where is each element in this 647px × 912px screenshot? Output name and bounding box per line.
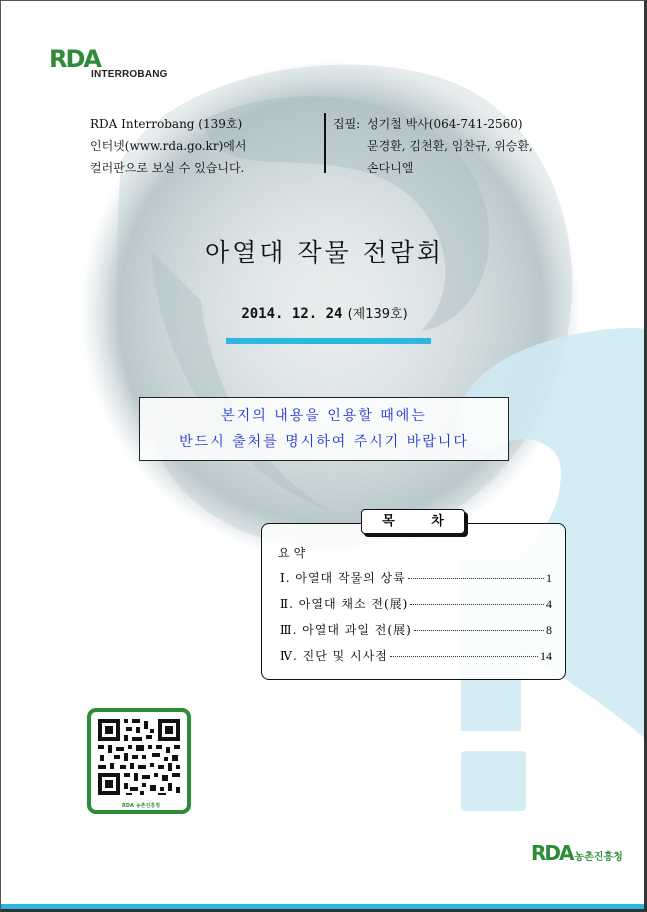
toc-leader-dots [414, 630, 544, 631]
toc-item-page: 1 [546, 571, 552, 585]
toc-leader-dots [408, 578, 544, 579]
qr-code-frame[interactable] [87, 708, 191, 814]
authors-label: 집필: [333, 117, 361, 131]
footer-accent-bar [1, 904, 647, 909]
authors-info [333, 113, 533, 179]
toc-item[interactable] [280, 595, 552, 621]
toc-leader-dots [390, 656, 538, 657]
toc-item-page: 14 [540, 649, 552, 663]
citation-notice [139, 397, 509, 461]
document-title: 아열대 작물 전람회 [204, 238, 445, 267]
toc-item-page: 8 [546, 623, 552, 637]
publication-url-note: 인터넷(www.rda.go.kr)에서 [90, 139, 247, 153]
info-divider [324, 113, 326, 173]
toc-item-page: 4 [546, 597, 552, 611]
co-authors-line2: 손다니엘 [367, 161, 414, 175]
co-authors-line1: 문경환, 김천환, 임찬규, 위승환, [367, 139, 533, 153]
qr-logo-kr: 농촌진흥청 [135, 803, 161, 809]
question-mark-dot [461, 751, 526, 811]
citation-notice-line2: 반드시 출처를 명시하여 주시기 바랍니다 [179, 434, 469, 450]
rda-interrobang-logo [49, 45, 179, 85]
table-of-contents [261, 523, 566, 680]
toc-leader-dots [410, 604, 544, 605]
issue-number: (제139호) [347, 307, 408, 322]
toc-item-label: Ⅱ. 아열대 채소 전(展) [280, 597, 409, 611]
toc-list [280, 569, 552, 673]
qr-rda-logo [120, 800, 160, 809]
toc-item[interactable] [280, 647, 552, 673]
citation-notice-line1: 본지의 내용을 인용할 때에는 [221, 408, 427, 424]
rda-logo-letters: RDA [49, 45, 100, 73]
rda-agency-logo-name: 농촌진흥청 [574, 852, 623, 863]
publication-issue: RDA Interrobang (139호) [90, 117, 243, 131]
date-value: 2014. 12. 24 [241, 306, 343, 322]
toc-item[interactable] [280, 621, 552, 647]
toc-heading: 목 차 [361, 509, 465, 534]
publication-info [90, 113, 246, 179]
qr-logo-letters: RDA [122, 803, 134, 809]
interrobang-logo-text: INTERROBANG [91, 69, 168, 80]
lead-author: 성기철 박사(064-741-2560) [367, 117, 523, 131]
publication-color-note: 컬러판으로 보실 수 있습니다. [90, 161, 245, 175]
publication-date [1, 303, 647, 322]
toc-item-label: Ⅳ. 진단 및 시사점 [280, 649, 388, 663]
toc-item-label: Ⅲ. 아열대 과일 전(展) [280, 623, 412, 637]
rda-agency-logo [531, 841, 623, 865]
qr-code-icon [96, 717, 182, 797]
toc-summary[interactable]: 요약 [278, 546, 310, 560]
rda-agency-logo-letters: RDA [531, 841, 573, 865]
toc-item-label: Ⅰ. 아열대 작물의 상륙 [280, 571, 406, 585]
title-underline-bar [226, 338, 431, 344]
toc-item[interactable] [280, 569, 552, 595]
